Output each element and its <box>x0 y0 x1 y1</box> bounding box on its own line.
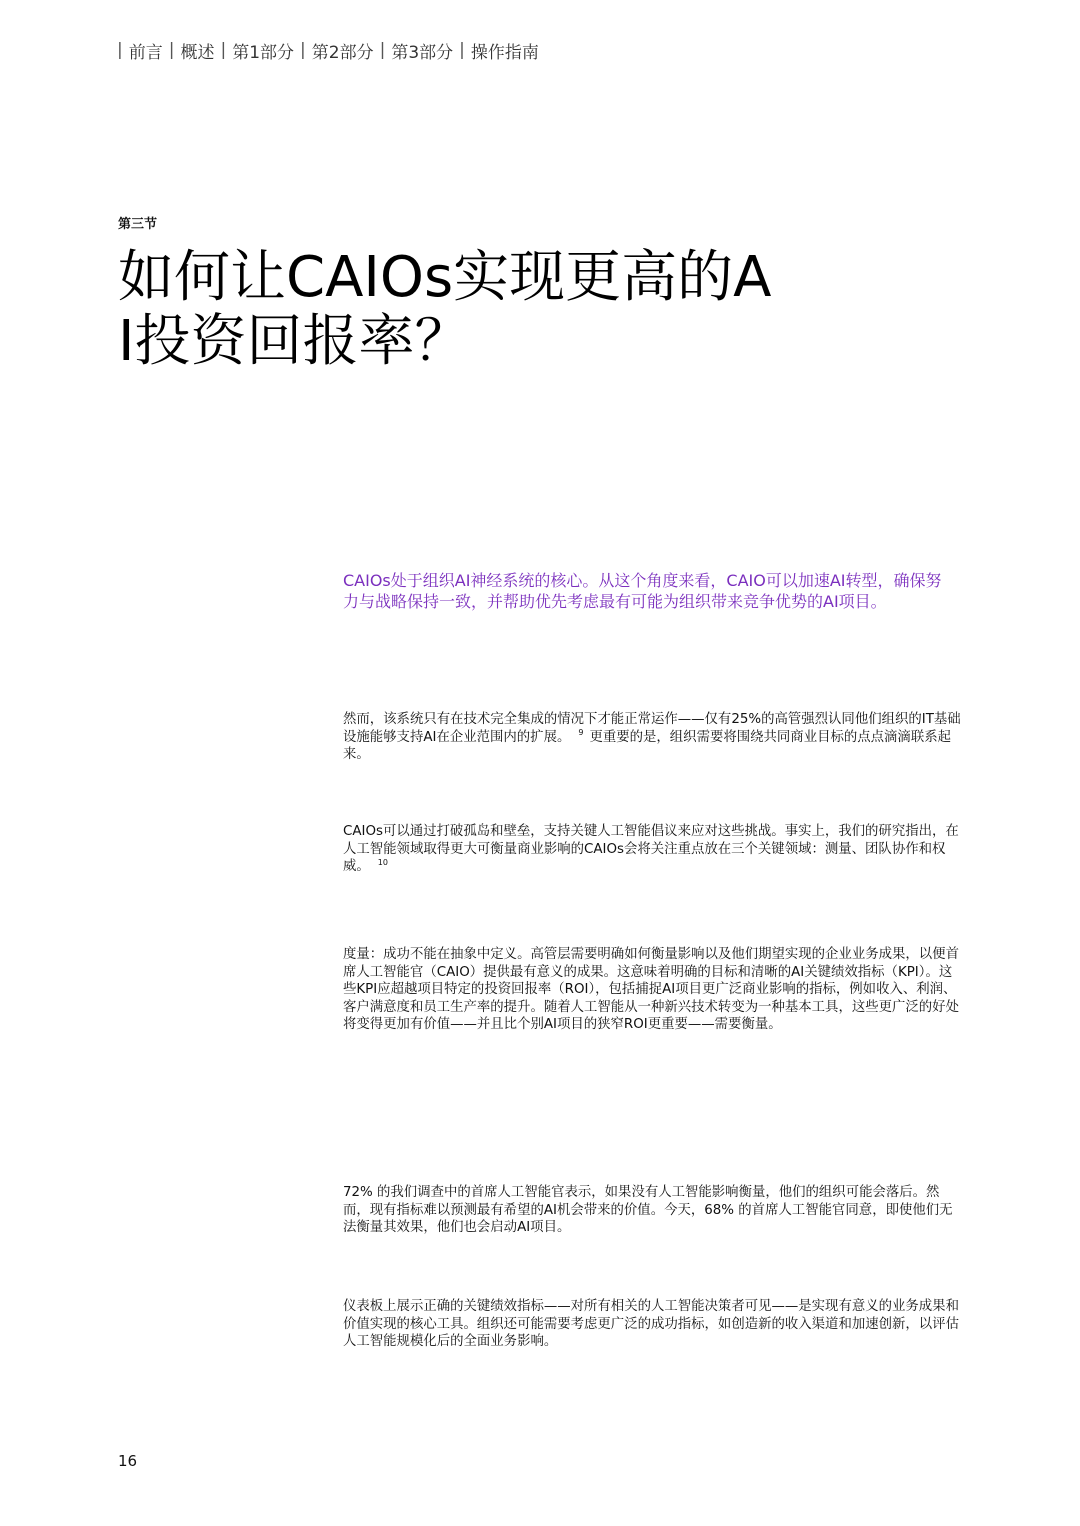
footnote-ref-10: 10 <box>377 857 388 867</box>
breadcrumb-separator: | <box>220 40 227 60</box>
breadcrumb-item-part2[interactable]: 第2部分 <box>311 42 374 63</box>
breadcrumb-item-overview[interactable]: 概述 <box>180 42 215 63</box>
breadcrumb-item-preface[interactable]: 前言 <box>128 42 163 63</box>
body-paragraph-2 <box>343 823 963 876</box>
page-number: 16 <box>118 1452 138 1470</box>
footnote-ref-9: 9 <box>578 728 584 738</box>
page-title-line-2: I投资回报率？ <box>118 309 471 374</box>
breadcrumb-separator: | <box>300 40 306 60</box>
body-paragraph-3: 度量：成功不能在抽象中定义。高管层需要明确如何衡量影响以及他们期望实现的企业业务成果，以便首席人工智能官（CAIO）提供最有意义的成果。这意味着明确的目标和清晰的AI关键绩效指标（KPI）。这些KPI应超越项目特定的投资回报率（ROI），包括捕捉AI项目更广泛商业影响的指标，例如收入、利润、客户满意度和员工生产率的提升。随着人工智能从一种新兴技术转变为一种基本工具，这些更广泛的好处将变得更加有价值——并且比个别AI项目的狭窄ROI更重要——需要衡量。 <box>343 947 959 1032</box>
intro-paragraph: CAIOs处于组织AI神经系统的核心。从这个角度来看，CAIO可以加速AI转型，确保努力与战略保持一致，并帮助优先考虑最有可能为组织带来竞争优势的AI项目。 <box>343 571 942 611</box>
paragraph-text: 然而，该系统只有在技术完全集成的情况下才能正常运作——仅有25%的高管强烈认同他们组织的IT基础设施能够支持AI在企业范围内的扩展。 <box>343 712 961 745</box>
breadcrumb-separator: | <box>459 40 465 60</box>
section-label: 第三节 <box>118 217 158 232</box>
paragraph-text-tail: 更重要的是，组织需要将围绕共同商业目标的点点滴滴联系起来。 <box>343 729 951 762</box>
breadcrumb-separator: | <box>168 40 175 60</box>
body-paragraph-1 <box>343 711 963 764</box>
breadcrumb-item-part3[interactable]: 第3部分 <box>391 42 454 63</box>
paragraph-text: CAIOs可以通过打破孤岛和壁垒，支持关键人工智能倡议来应对这些挑战。事实上，我们的研究指出，在人工智能领域取得更大可衡量商业影响的CAIOs会将关注重点放在三个关键领域：测量、团队协作和权威。 <box>343 824 959 874</box>
breadcrumb-separator: | <box>117 40 123 60</box>
page-title <box>118 246 878 374</box>
breadcrumb-item-part1[interactable]: 第1部分 <box>232 42 295 63</box>
breadcrumb-item-guide[interactable]: 操作指南 <box>470 42 539 63</box>
breadcrumb <box>117 38 539 62</box>
page-title-line-1: 如何让CAIOs实现更高的A <box>118 245 772 310</box>
breadcrumb-separator: | <box>379 40 386 60</box>
body-paragraph-4: 72% 的我们调查中的首席人工智能官表示，如果没有人工智能影响衡量，他们的组织可能会落后。然而，现有指标难以预测最有希望的AI机会带来的价值。今天，68% 的首席人工智能官同意，即使他们无法衡量其效果，他们也会启动AI项目。 <box>343 1185 953 1235</box>
body-paragraph-5: 仪表板上展示正确的关键绩效指标——对所有相关的人工智能决策者可见——是实现有意义的业务成果和价值实现的核心工具。组织还可能需要考虑更广泛的成功指标，如创造新的收入渠道和加速创新，以评估人工智能规模化后的全面业务影响。 <box>343 1299 959 1349</box>
